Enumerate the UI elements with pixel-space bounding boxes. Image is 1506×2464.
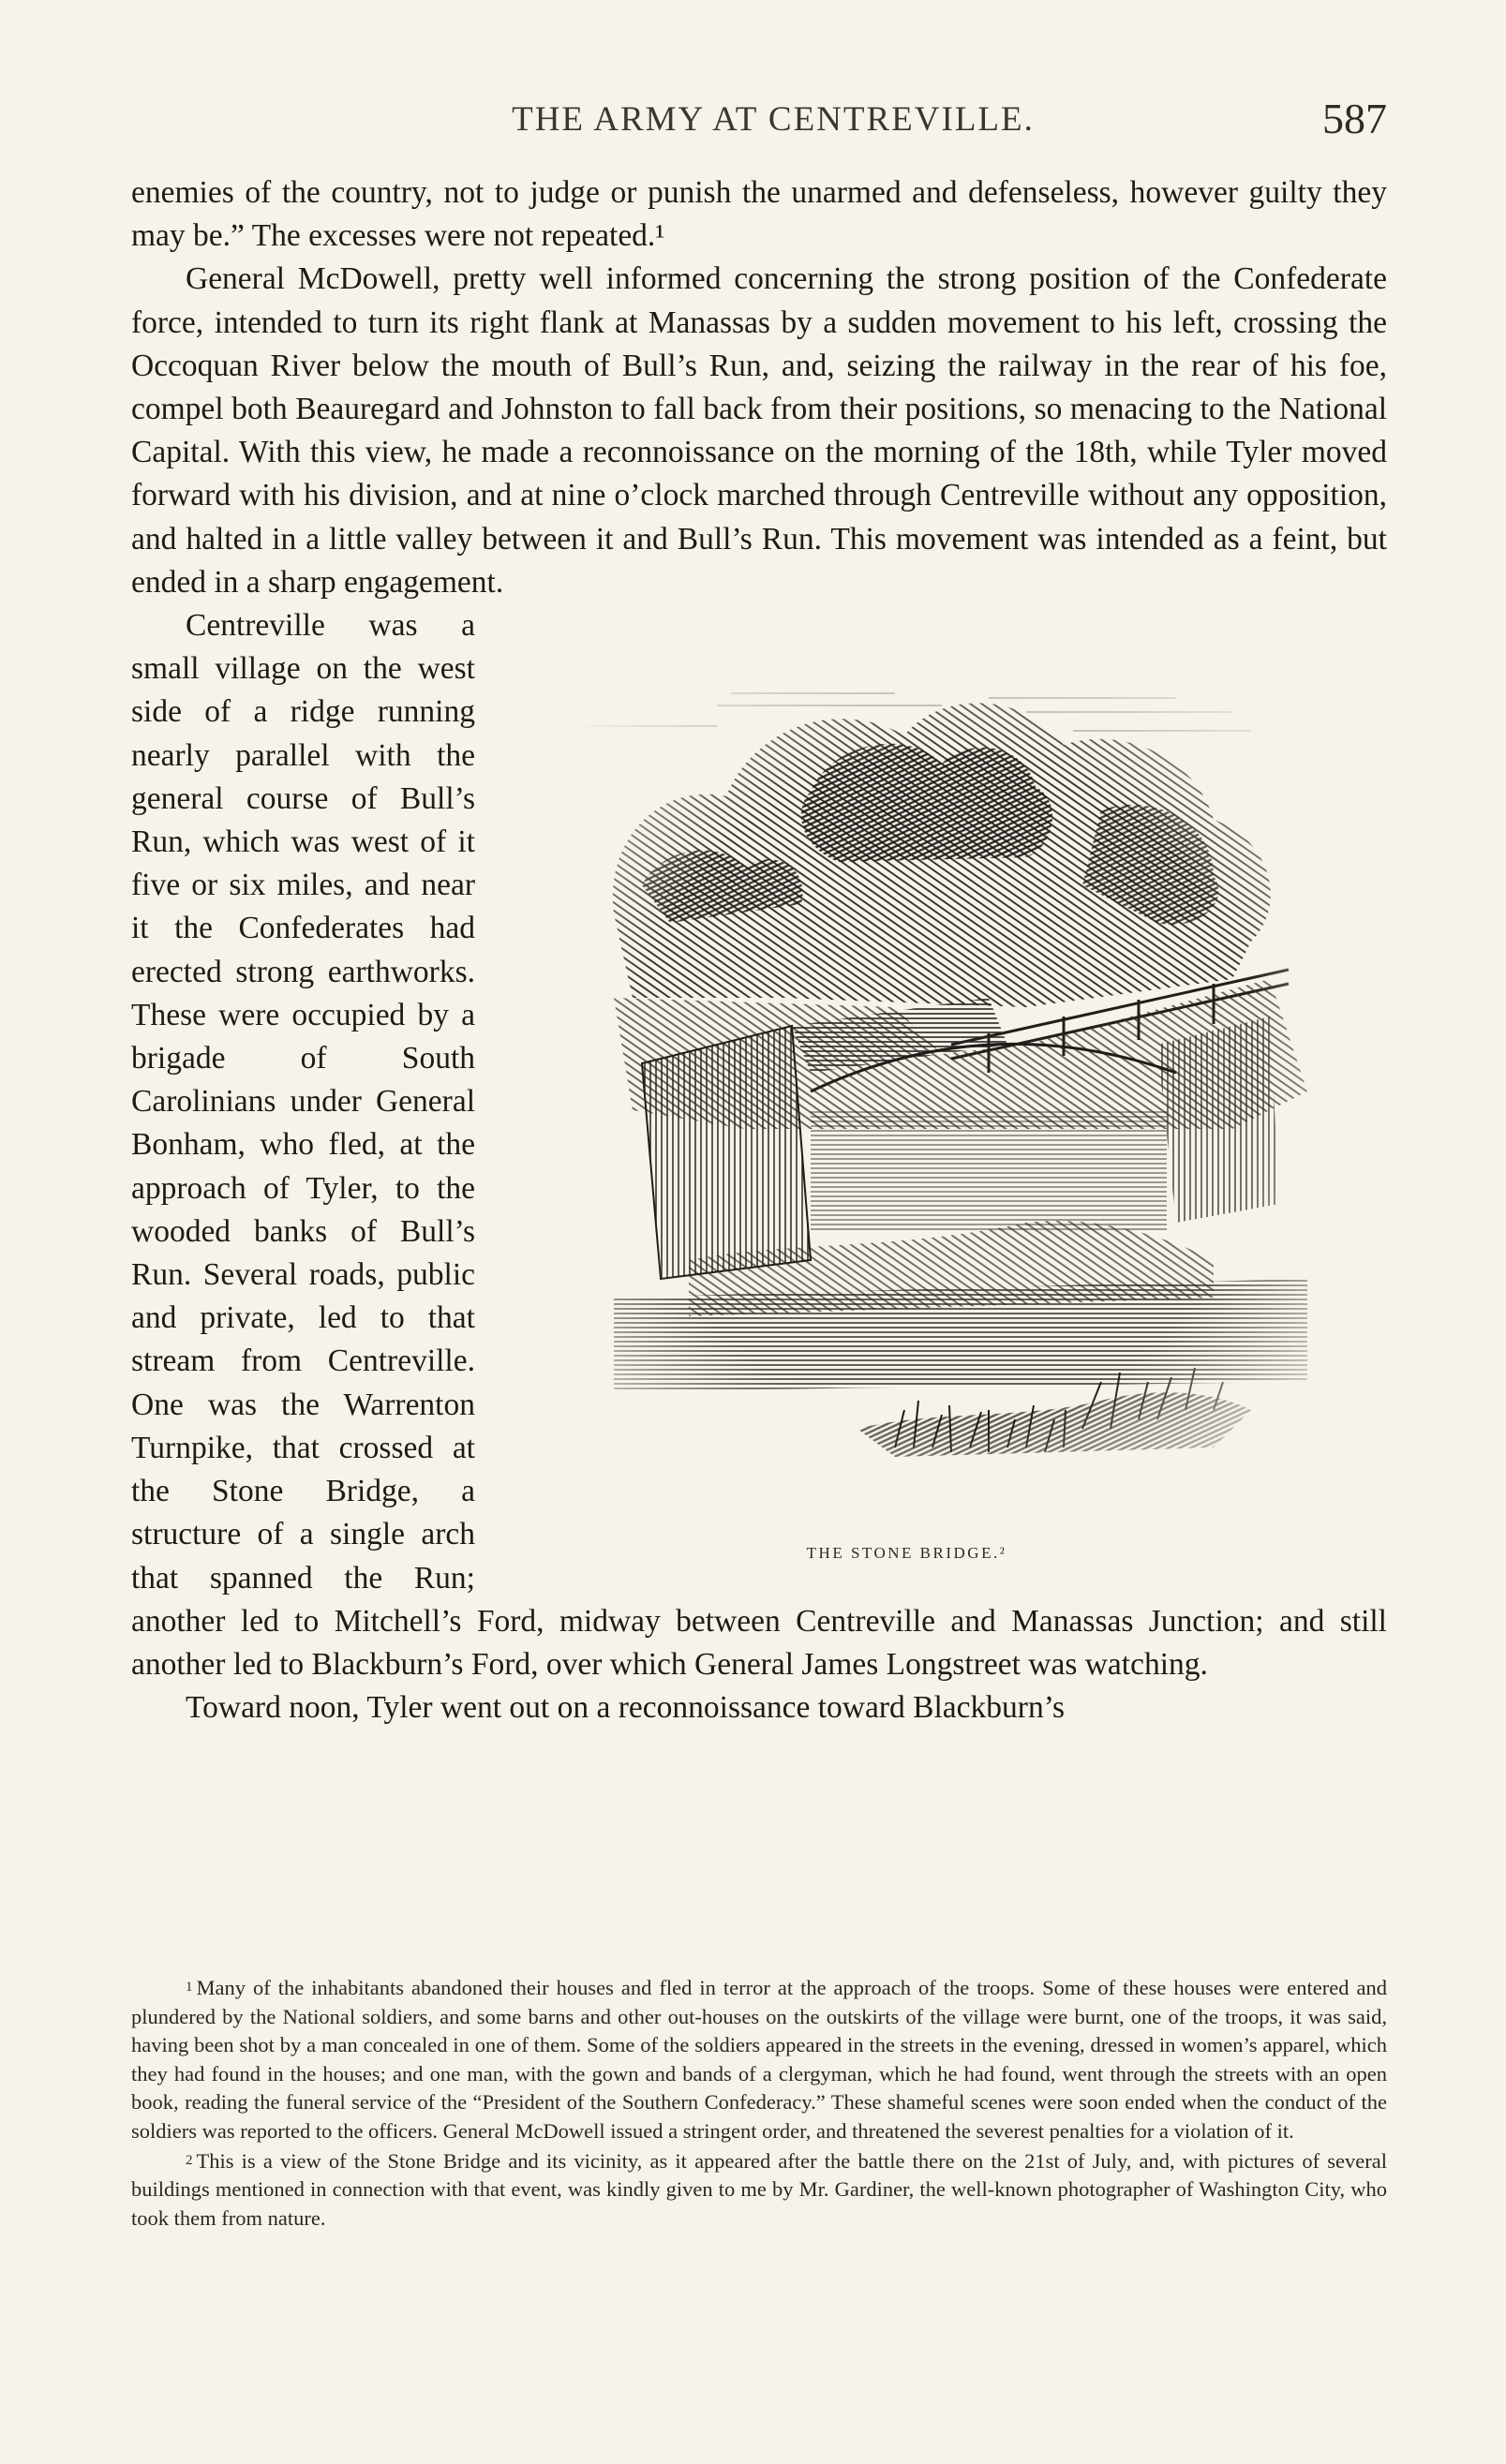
footnote-2 (131, 2146, 1387, 2234)
page-number: 587 (1322, 95, 1387, 142)
footnote-1 (131, 1973, 1387, 2146)
engraving-image (501, 604, 1387, 1541)
paragraph-3: Centreville was a small village on the west side of a ridge running nearly parallel with the general course of Bull’s Run, which was west of it five or six miles, and near it the Confederates had erected strong earthworks. These were occupied by a brigade of South Carolinians under General Bonham, who fled, at the approach of Tyler, to the wooded banks of Bull’s Run. Several roads, public and private, led to that stream from Centreville. One was the Warrenton Turnpike, that crossed at the Stone Bridge, a structure of a single arch that spanned the Run; another led to Mitchell’s Ford, midway between Centreville and Manassas Junction; and still another led to Blackburn’s Ford, over which General James Longstreet was watching. (131, 608, 1387, 1682)
figure-caption: THE STONE BRIDGE.² (806, 1544, 1007, 1563)
running-head (131, 94, 1387, 150)
body-text (131, 171, 1387, 1729)
footnote-text: This is a view of the Stone Bridge and its vicinity, as it appeared after the battle there on the 21st of July, and, with pictures of several buildings mentioned in connection with that event, was kindly given to me by Mr. Gardiner, the well-known photographer of Washington City, who took them from nature. (131, 2148, 1387, 2230)
footnote-text: Many of the inhabitants abandoned their houses and fled in terror at the approach of the troops. Some of these houses were entered and plundered by the National soldiers, and some barns and other out-houses on the outskirts of the village were burnt, one of the troops, it was said, having been shot by a man concealed in one of them. Some of the soldiers appeared in the streets in the evening, dressed in women’s apparel, which they had found in the houses; and one man, with the gown and bands of a clergyman, which he had found, went through the streets with an open book, reading the funeral service of the “President of the Southern Confederacy.” These shameful scenes were soon ended when the conduct of the soldiers was reported to the officers. General McDowell issued a stringent order, and threatened the severest penalties for a violation of it. (131, 1976, 1387, 2143)
footnotes (131, 1973, 1387, 2233)
running-title: THE ARMY AT CENTREVILLE. (512, 100, 1035, 139)
footnote-mark: 1 (186, 1980, 193, 1995)
footnote-mark: 2 (186, 2152, 193, 2168)
stone-bridge-illustration (501, 604, 1387, 1573)
paragraph-2: General McDowell, pretty well informed concerning the strong position of the Confederate force, intended to turn its right flank at Manassas by a sudden movement to his left, crossing the Occoquan River below the mouth of Bull’s Run, and, seizing the railway in the rear of his foe, compel both Beauregard and Johnston to fall back from their positions, so menacing to the National Capital. With this view, he made a reconnoissance on the morning of the 18th, while Tyler moved forward with his division, and at nine o’clock marched through Centreville without any opposition, and halted in a little valley between it and Bull’s Run. This movement was intended as a feint, but ended in a sharp engagement. (131, 261, 1387, 600)
paragraph-1: enemies of the country, not to judge or punish the unarmed and defenseless, however guilty they may be.” The excesses were not repeated.¹ (131, 175, 1387, 254)
paragraph-4: Toward noon, Tyler went out on a reconnoissance toward Blackburn’s (186, 1690, 1066, 1726)
